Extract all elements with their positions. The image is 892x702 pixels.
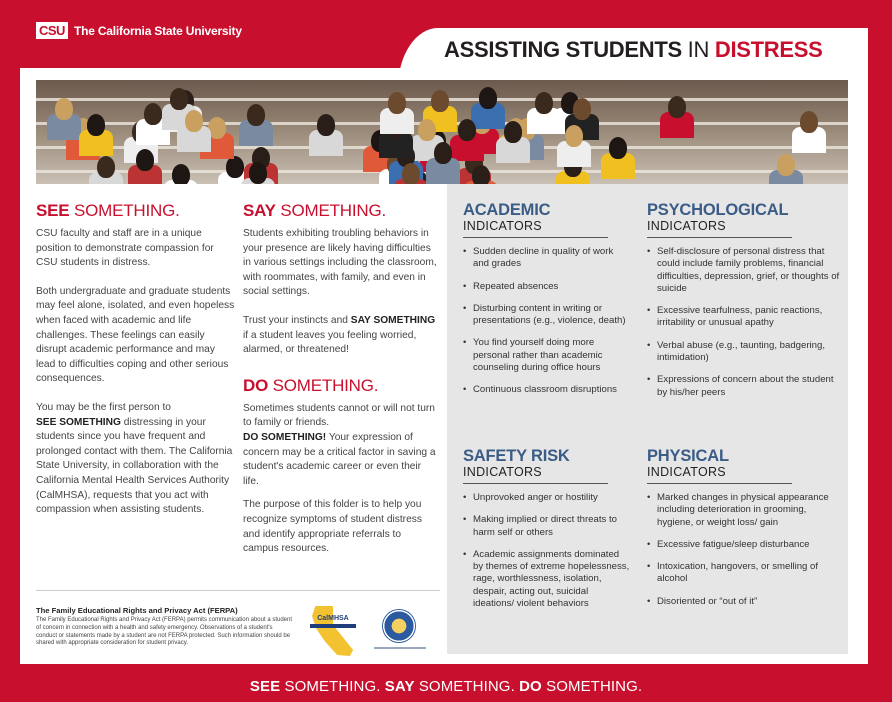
list-item: • Disturbing content in writing or presentations (e.g., violence, death): [463, 303, 631, 328]
physical-subtitle: INDICATORS: [647, 465, 726, 479]
california-map-icon: [312, 606, 354, 656]
do-paragraph-1: Sometimes students cannot or will not turn to family or friends. DO SOMETHING! Your expression of concern may be a critical factor in saving a student's academic career or even their life.: [243, 402, 436, 487]
do-heading: DO SOMETHING.: [243, 375, 379, 395]
photo-figure: [431, 90, 449, 112]
photo-figure: [434, 142, 452, 164]
list-item: • Repeated absences: [463, 281, 631, 293]
photo-figure: [609, 137, 627, 159]
psychological-indicators: [647, 202, 843, 409]
photo-figure: [777, 154, 795, 176]
photo-figure: [144, 103, 162, 125]
photo-figure: [402, 163, 420, 184]
calmhsa-logo-text: CalMHSA: [317, 615, 349, 622]
photo-figure: [565, 125, 583, 147]
divider: [36, 590, 440, 591]
safety-subtitle: INDICATORS: [463, 465, 542, 479]
list-item: • Making implied or direct threats to harm self or others: [463, 514, 631, 539]
see-paragraph-3: You may be the first person to SEE SOMETHING distressing in your students since you have frequent and prolonged contact with them. The California State University, in collaboration with the California Mental Health Services Authority (CalMHSA), requests that you act with compassion when assisting students.: [36, 401, 233, 516]
photo-figure: [136, 149, 154, 171]
list-item: • Excessive fatigue/sleep disturbance: [647, 539, 843, 551]
photo-figure: [418, 119, 436, 141]
list-item: • You find yourself doing more personal rather than academic counseling during office hours: [463, 337, 631, 374]
logo-band: [310, 624, 356, 628]
list-item: • Continuous classroom disruptions: [463, 384, 631, 396]
seal-icon: [382, 609, 416, 643]
footer-tagline: SEE SOMETHING. SAY SOMETHING. DO SOMETHING.: [249, 678, 643, 695]
list-item: • Academic assignments dominated by themes of extreme hopelessness, rage, worthlessness, isolation, despair, acting out, suicidal ideations/ violent behaviors: [463, 549, 631, 610]
list-item: • Excessive tearfulness, panic reactions, irritability or unusual apathy: [647, 305, 843, 330]
photo-figure: [479, 87, 497, 109]
say-do-section: [243, 201, 439, 557]
photo-figure: [97, 156, 115, 178]
photo-figure: [472, 165, 490, 184]
safety-risk-indicators: [463, 448, 631, 620]
academic-title: ACADEMIC: [463, 201, 551, 219]
list-item: • Intoxication, hangovers, or smelling of alcohol: [647, 561, 843, 586]
photo-figure: [170, 88, 188, 110]
list-item: • Self-disclosure of personal distress that could include family problems, financial difficulties, depression, grief, or thoughts of suicide: [647, 246, 843, 295]
photo-figure: [249, 162, 267, 184]
see-paragraph-2: Both undergraduate and graduate students may feel alone, isolated, and even hopeless when faced with academic and life challenges. These feelings can easily disrupt academic performance and may lead to difficulties coping and other serious consequences.: [36, 285, 235, 385]
list-item: • Marked changes in physical appearance including deterioration in grooming, hygiene, or weight loss/ gain: [647, 492, 843, 529]
seal-caption: [374, 647, 426, 649]
say-heading: SAY SOMETHING.: [243, 201, 386, 220]
physical-title: PHYSICAL: [647, 447, 729, 465]
photo-figure: [185, 110, 203, 132]
divider: [463, 237, 608, 238]
list-item: • Disoriented or “out of it”: [647, 596, 843, 608]
photo-figure: [458, 119, 476, 141]
divider: [647, 237, 792, 238]
classroom-photo: [36, 80, 848, 184]
say-paragraph-2: Trust your instincts and SAY SOMETHING if a student leaves you feeling worried, alarmed, or threatened!: [243, 314, 436, 356]
academic-indicators: [463, 202, 631, 407]
ferpa-notice: [36, 606, 294, 648]
photo-figure: [226, 156, 244, 178]
safety-title: SAFETY RISK: [463, 447, 570, 465]
photo-figure: [388, 92, 406, 114]
photo-figure: [172, 164, 190, 184]
page-title: ASSISTING STUDENTS IN DISTRESS: [444, 37, 823, 62]
photo-figure: [317, 114, 335, 136]
photo-figure: [55, 98, 73, 120]
physical-indicators: [647, 448, 843, 618]
ferpa-body: The Family Educational Rights and Privacy Act (FERPA) permits communication about a student of concern in connection with a health and safety emergency. Observations of a student's conduct or statements made by a student are not FERPA protected. Such information should be shared with appropriate consideration for student privacy.: [36, 617, 292, 647]
list-item: • Expressions of concern about the student by his/her peers: [647, 374, 843, 399]
divider: [647, 483, 792, 484]
say-paragraph-1: Students exhibiting troubling behaviors in your presence are likely having difficulties in various settings including the classroom, with roommates, with family, and even in social settings.: [243, 228, 437, 298]
list-item: • Sudden decline in quality of work and grades: [463, 246, 631, 271]
photo-figure: [87, 114, 105, 136]
do-paragraph-2: The purpose of this folder is to help you recognize symptoms of student distress and identify appropriate referrals to campus resources.: [243, 499, 422, 555]
photo-figure: [668, 96, 686, 118]
csu-logo-mark: CSU: [36, 22, 68, 39]
psychological-subtitle: INDICATORS: [647, 219, 726, 233]
academic-subtitle: INDICATORS: [463, 219, 542, 233]
calmhsa-logo: [310, 606, 356, 658]
list-item: • Unprovoked anger or hostility: [463, 492, 631, 504]
photo-figure: [504, 121, 522, 143]
csu-logo: [36, 22, 242, 39]
see-something-section: [36, 201, 236, 518]
photo-figure: [800, 111, 818, 133]
see-heading: SEE SOMETHING.: [36, 201, 180, 220]
see-paragraph-1: CSU faculty and staff are in a unique position to demonstrate compassion for CSU students in distress.: [36, 228, 214, 269]
list-item: • Verbal abuse (e.g., taunting, badgering, intimidation): [647, 340, 843, 365]
photo-figure: [535, 92, 553, 114]
divider: [463, 483, 608, 484]
photo-figure: [247, 104, 265, 126]
psychological-title: PSYCHOLOGICAL: [647, 201, 789, 219]
ferpa-title: The Family Educational Rights and Privacy Act (FERPA): [36, 606, 238, 615]
photo-figure: [573, 98, 591, 120]
csu-logo-text: The California State University: [73, 23, 242, 38]
